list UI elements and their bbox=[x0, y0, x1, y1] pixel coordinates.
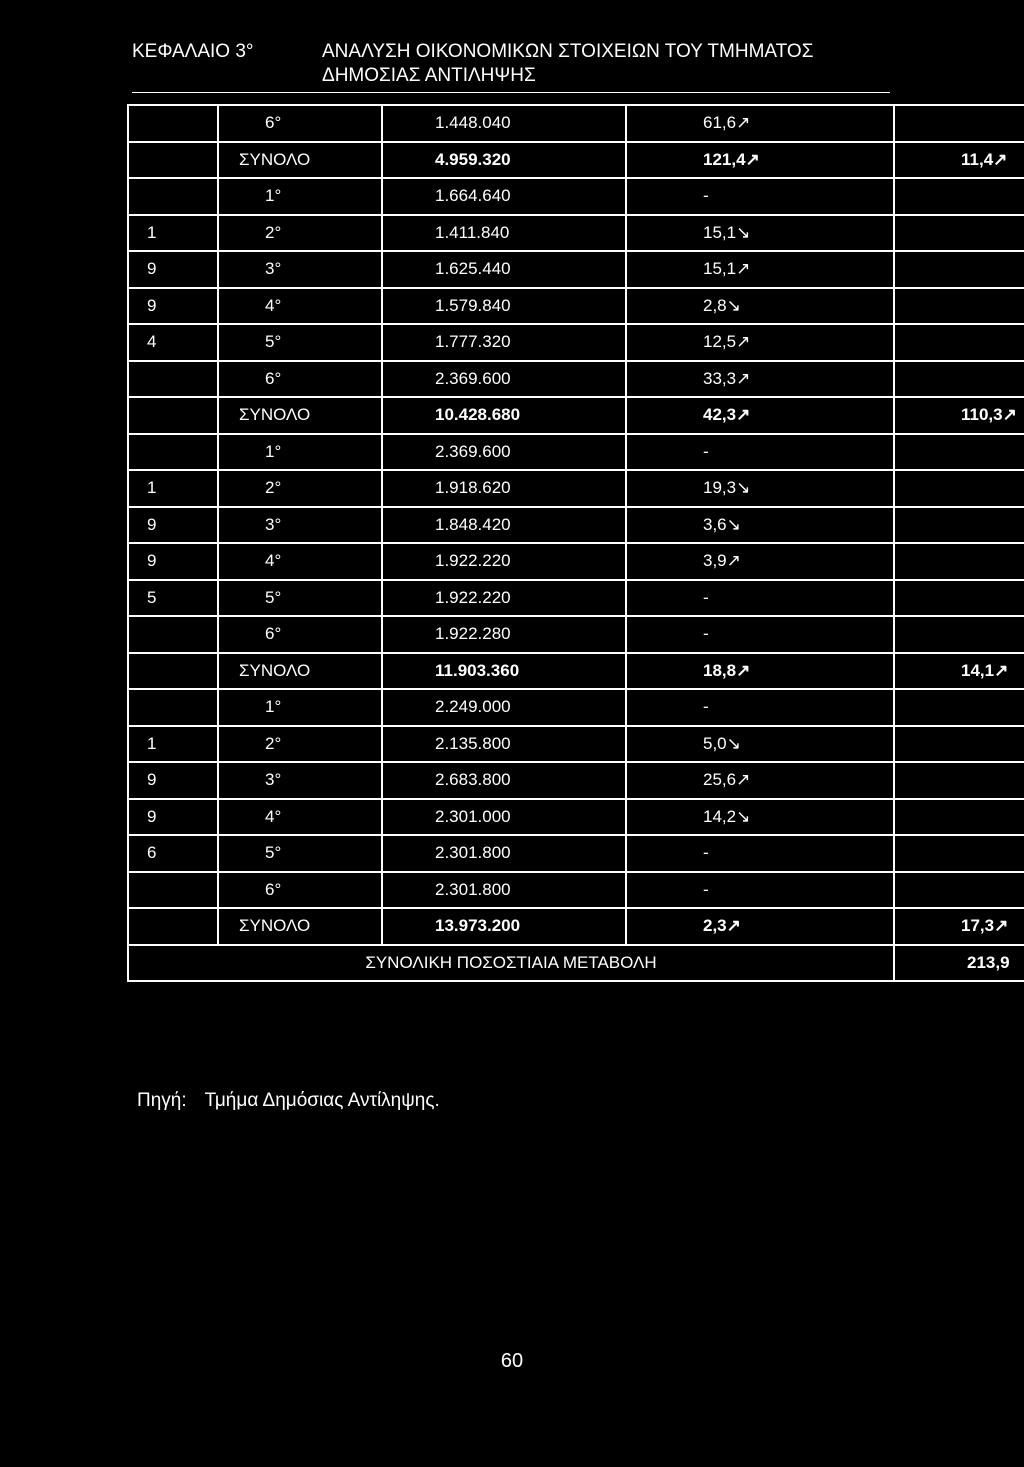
percent-change-cell: - bbox=[626, 835, 894, 872]
quarter-cell: 6° bbox=[218, 361, 382, 398]
percent-change-cell: 14,2↘ bbox=[626, 799, 894, 836]
quarter-cell: 6° bbox=[218, 872, 382, 909]
year-cell bbox=[128, 908, 218, 945]
total-change-cell bbox=[894, 835, 1024, 872]
year-cell: 9 bbox=[128, 762, 218, 799]
quarter-cell: 5° bbox=[218, 580, 382, 617]
total-change-cell bbox=[894, 616, 1024, 653]
table-row bbox=[128, 251, 1024, 288]
year-cell: 4 bbox=[128, 324, 218, 361]
value-cell: 2.301.800 bbox=[382, 835, 626, 872]
year-cell bbox=[128, 142, 218, 179]
percent-change-cell: 19,3↘ bbox=[626, 470, 894, 507]
value-cell: 1.411.840 bbox=[382, 215, 626, 252]
year-cell: 9 bbox=[128, 799, 218, 836]
year-cell bbox=[128, 872, 218, 909]
table-row bbox=[128, 689, 1024, 726]
table-row bbox=[128, 434, 1024, 471]
total-change-cell bbox=[894, 105, 1024, 142]
value-cell: 11.903.360 bbox=[382, 653, 626, 690]
chapter-title-line-2: ΔΗΜΟΣΙΑΣ ΑΝΤΙΛΗΨΗΣ bbox=[322, 65, 536, 86]
percent-change-cell: 2,3↗ bbox=[626, 908, 894, 945]
table-row-grand-total bbox=[128, 945, 1024, 982]
table-row bbox=[128, 762, 1024, 799]
total-change-cell bbox=[894, 361, 1024, 398]
quarter-cell: 2° bbox=[218, 726, 382, 763]
value-cell: 1.922.280 bbox=[382, 616, 626, 653]
percent-change-cell: 61,6↗ bbox=[626, 105, 894, 142]
percent-change-cell: - bbox=[626, 616, 894, 653]
quarter-cell: ΣΥΝΟΛΟ bbox=[218, 908, 382, 945]
quarter-cell: 4° bbox=[218, 288, 382, 325]
quarter-cell: 6° bbox=[218, 616, 382, 653]
value-cell: 2.301.000 bbox=[382, 799, 626, 836]
grand-total-label: ΣΥΝΟΛΙΚΗ ΠΟΣΟΣΤΙΑΙΑ ΜΕΤΑΒΟΛΗ bbox=[128, 945, 894, 982]
value-cell: 4.959.320 bbox=[382, 142, 626, 179]
percent-change-cell: 33,3↗ bbox=[626, 361, 894, 398]
quarter-cell: 2° bbox=[218, 215, 382, 252]
table-row-total bbox=[128, 653, 1024, 690]
table-row-total bbox=[128, 908, 1024, 945]
year-cell bbox=[128, 178, 218, 215]
quarter-cell: 4° bbox=[218, 543, 382, 580]
percent-change-cell: 15,1↗ bbox=[626, 251, 894, 288]
table-row bbox=[128, 324, 1024, 361]
year-cell bbox=[128, 397, 218, 434]
table-row bbox=[128, 872, 1024, 909]
grand-total-value: 213,9 bbox=[894, 945, 1024, 982]
table-body bbox=[128, 105, 1024, 981]
year-cell: 9 bbox=[128, 251, 218, 288]
chapter-title-line-1: ΑΝΑΛΥΣΗ ΟΙΚΟΝΟΜΙΚΩΝ ΣΤΟΙΧΕΙΩΝ ΤΟΥ ΤΜΗΜΑΤΟΣ bbox=[322, 41, 814, 62]
chapter-title bbox=[322, 40, 813, 88]
header-divider bbox=[132, 92, 890, 93]
quarter-cell: 5° bbox=[218, 835, 382, 872]
percent-change-cell: 25,6↗ bbox=[626, 762, 894, 799]
total-change-cell bbox=[894, 762, 1024, 799]
source-note bbox=[137, 1090, 440, 1112]
value-cell: 2.249.000 bbox=[382, 689, 626, 726]
total-change-cell bbox=[894, 324, 1024, 361]
percent-change-cell: - bbox=[626, 580, 894, 617]
table-row bbox=[128, 580, 1024, 617]
total-change-cell bbox=[894, 689, 1024, 726]
table-row bbox=[128, 726, 1024, 763]
value-cell: 1.579.840 bbox=[382, 288, 626, 325]
percent-change-cell: 3,9↗ bbox=[626, 543, 894, 580]
total-change-cell bbox=[894, 470, 1024, 507]
year-cell: 9 bbox=[128, 507, 218, 544]
value-cell: 2.369.600 bbox=[382, 434, 626, 471]
source-label: Πηγή: bbox=[137, 1090, 187, 1111]
year-cell: 6 bbox=[128, 835, 218, 872]
percent-change-cell: 5,0↘ bbox=[626, 726, 894, 763]
quarter-cell: 5° bbox=[218, 324, 382, 361]
year-cell: 9 bbox=[128, 288, 218, 325]
year-cell: 5 bbox=[128, 580, 218, 617]
year-cell: 1 bbox=[128, 215, 218, 252]
total-change-cell bbox=[894, 799, 1024, 836]
year-cell bbox=[128, 616, 218, 653]
total-change-cell bbox=[894, 543, 1024, 580]
total-change-cell bbox=[894, 215, 1024, 252]
quarter-cell: 1° bbox=[218, 178, 382, 215]
value-cell: 2.683.800 bbox=[382, 762, 626, 799]
percent-change-cell: 15,1↘ bbox=[626, 215, 894, 252]
year-cell bbox=[128, 653, 218, 690]
table-row bbox=[128, 105, 1024, 142]
table-row bbox=[128, 543, 1024, 580]
value-cell: 1.777.320 bbox=[382, 324, 626, 361]
table-row bbox=[128, 616, 1024, 653]
percent-change-cell: - bbox=[626, 689, 894, 726]
total-change-cell bbox=[894, 507, 1024, 544]
total-change-cell: 11,4↗ bbox=[894, 142, 1024, 179]
year-cell bbox=[128, 105, 218, 142]
value-cell: 13.973.200 bbox=[382, 908, 626, 945]
quarter-cell: 6° bbox=[218, 105, 382, 142]
percent-change-cell: 18,8↗ bbox=[626, 653, 894, 690]
quarter-cell: 3° bbox=[218, 251, 382, 288]
percent-change-cell: 3,6↘ bbox=[626, 507, 894, 544]
table-row bbox=[128, 288, 1024, 325]
year-cell bbox=[128, 689, 218, 726]
table-row-total bbox=[128, 142, 1024, 179]
table-row bbox=[128, 507, 1024, 544]
quarter-cell: 2° bbox=[218, 470, 382, 507]
year-cell: 1 bbox=[128, 470, 218, 507]
percent-change-cell: 2,8↘ bbox=[626, 288, 894, 325]
value-cell: 1.922.220 bbox=[382, 580, 626, 617]
percent-change-cell: - bbox=[626, 872, 894, 909]
total-change-cell bbox=[894, 726, 1024, 763]
total-change-cell: 17,3↗ bbox=[894, 908, 1024, 945]
percent-change-cell: - bbox=[626, 434, 894, 471]
percent-change-cell: 12,5↗ bbox=[626, 324, 894, 361]
percent-change-cell: - bbox=[626, 178, 894, 215]
year-cell: 1 bbox=[128, 726, 218, 763]
value-cell: 2.301.800 bbox=[382, 872, 626, 909]
value-cell: 10.428.680 bbox=[382, 397, 626, 434]
quarter-cell: 1° bbox=[218, 689, 382, 726]
quarter-cell: ΣΥΝΟΛΟ bbox=[218, 653, 382, 690]
quarter-cell: 1° bbox=[218, 434, 382, 471]
total-change-cell: 110,3↗ bbox=[894, 397, 1024, 434]
year-cell bbox=[128, 361, 218, 398]
percent-change-cell: 121,4↗ bbox=[626, 142, 894, 179]
total-change-cell bbox=[894, 872, 1024, 909]
table-row bbox=[128, 470, 1024, 507]
value-cell: 1.664.640 bbox=[382, 178, 626, 215]
total-change-cell bbox=[894, 434, 1024, 471]
table-row-total bbox=[128, 397, 1024, 434]
financial-data-table bbox=[127, 104, 1024, 982]
quarter-cell: 3° bbox=[218, 762, 382, 799]
year-cell bbox=[128, 434, 218, 471]
total-change-cell bbox=[894, 288, 1024, 325]
value-cell: 1.922.220 bbox=[382, 543, 626, 580]
value-cell: 2.369.600 bbox=[382, 361, 626, 398]
value-cell: 1.848.420 bbox=[382, 507, 626, 544]
table-row bbox=[128, 178, 1024, 215]
table-row bbox=[128, 361, 1024, 398]
quarter-cell: ΣΥΝΟΛΟ bbox=[218, 397, 382, 434]
quarter-cell: ΣΥΝΟΛΟ bbox=[218, 142, 382, 179]
value-cell: 1.448.040 bbox=[382, 105, 626, 142]
total-change-cell bbox=[894, 251, 1024, 288]
value-cell: 1.918.620 bbox=[382, 470, 626, 507]
value-cell: 1.625.440 bbox=[382, 251, 626, 288]
page-number: 60 bbox=[500, 1350, 524, 1372]
source-text: Τμήμα Δημόσιας Αντίληψης. bbox=[204, 1090, 440, 1111]
quarter-cell: 4° bbox=[218, 799, 382, 836]
quarter-cell: 3° bbox=[218, 507, 382, 544]
table-row bbox=[128, 799, 1024, 836]
total-change-cell bbox=[894, 178, 1024, 215]
table-row bbox=[128, 835, 1024, 872]
total-change-cell bbox=[894, 580, 1024, 617]
chapter-label: ΚΕΦΑΛΑΙΟ 3° bbox=[132, 41, 254, 62]
percent-change-cell: 42,3↗ bbox=[626, 397, 894, 434]
value-cell: 2.135.800 bbox=[382, 726, 626, 763]
total-change-cell: 14,1↗ bbox=[894, 653, 1024, 690]
year-cell: 9 bbox=[128, 543, 218, 580]
table-row bbox=[128, 215, 1024, 252]
